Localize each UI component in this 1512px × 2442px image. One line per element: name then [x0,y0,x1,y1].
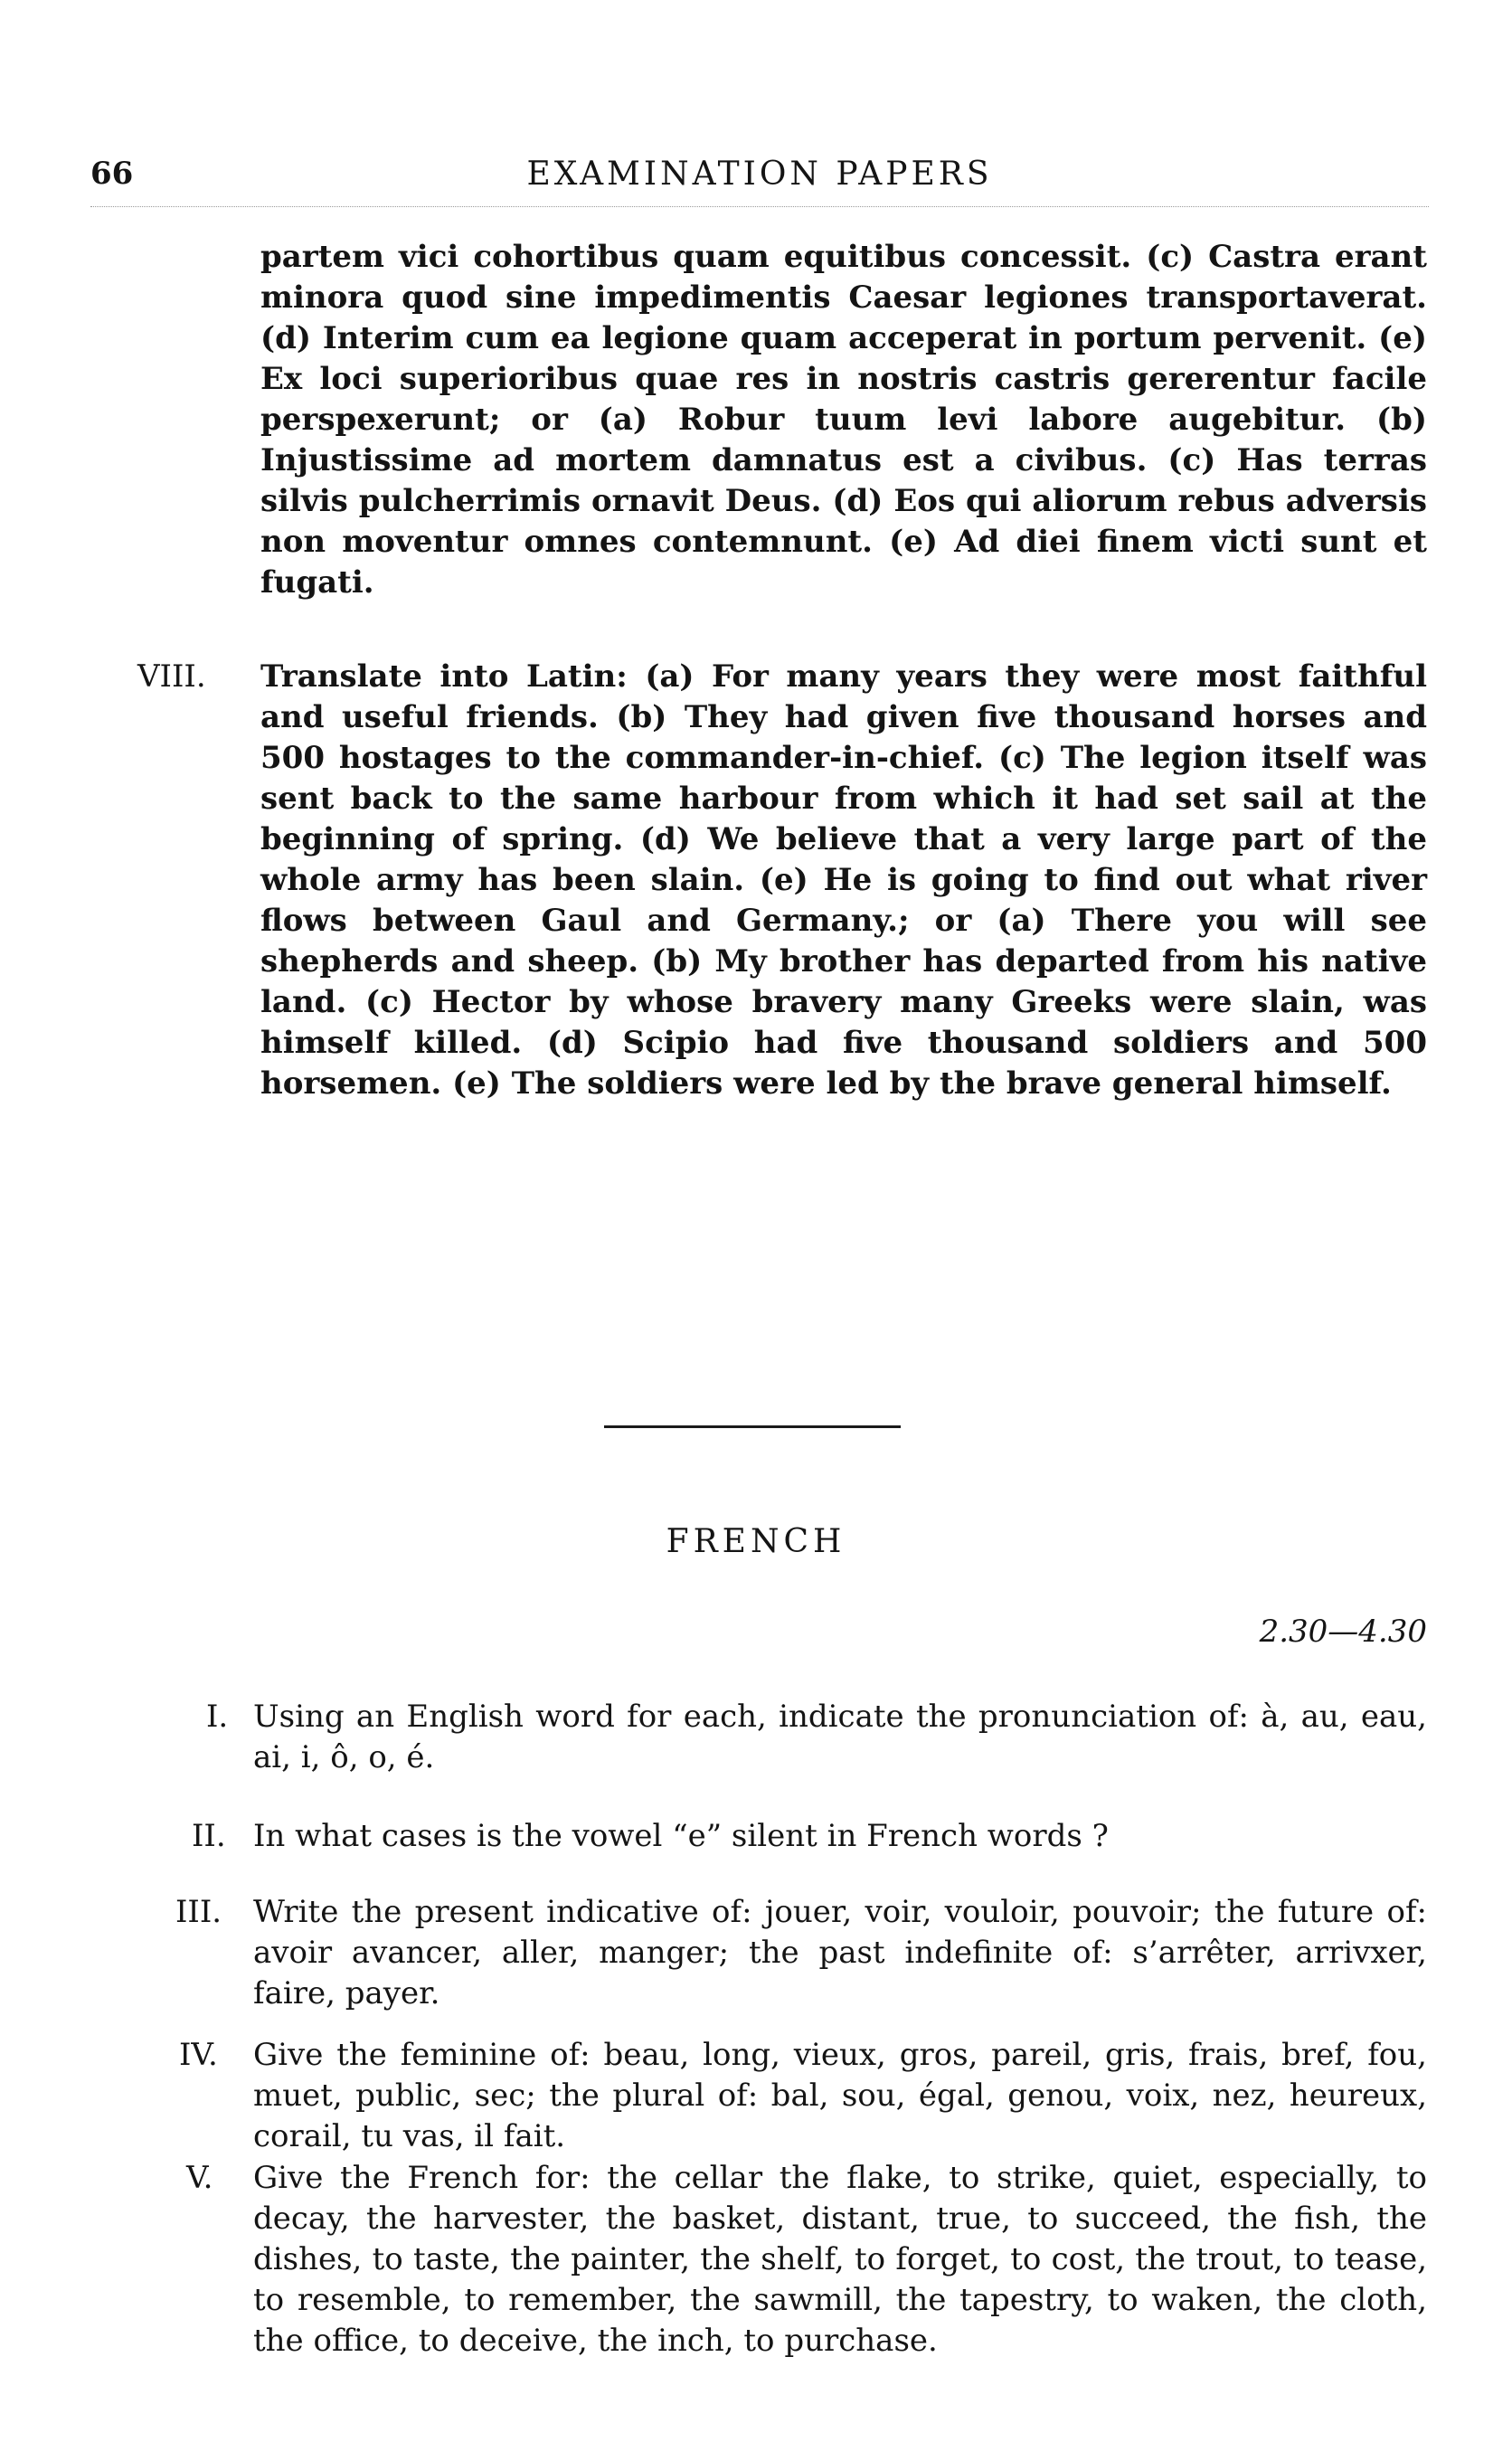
section-divider [604,1425,901,1428]
question-number: II. [192,1818,226,1854]
page-number: 66 [90,156,134,192]
question-text: Write the present indicative of: jouer, voir, vouloir, pouvoir; the future of: avoir avancer, aller, manger; the past indefinite of: s’arrêter, arrivxer, faire, payer. [253,1894,1427,2011]
latin-passage-continuation: partem vici cohortibus quam equitibus concessit. (c) Castra erant minora quod sine impedimentis Caesar legiones transportaverat. (d) Interim cum ea legione quam acceperat in portum pervenit. (e) Ex loci superioribus quae res in nostris castris gererentur facile perspexerunt; or (a) Robur tuum levi labore augebitur. (b) Injustissime ad mortem damnatus est a civibus. (c) Has terras silvis pulcherrimis ornavit Deus. (d) Eos qui aliorum rebus adversis non moventur omnes contemnunt. (e) Ad diei finem victi sunt et fugati. [260,239,1427,601]
question-text: Give the feminine of: beau, long, vieux, gros, pareil, gris, frais, bref, fou, muet, public, sec; the plural of: bal, sou, égal, genou, voix, nez, heureux, corail, tu vas, il fait. [253,2037,1427,2154]
question-text: Give the French for: the cellar the flake, to strike, quiet, especially, to decay, the harvester, the basket, distant, true, to succeed, the fish, the dishes, to taste, the painter, the shelf, to forget, to cost, the trout, to tease, to resemble, to remember, the sawmill, the tapestry, to waken, the cloth, the office, to deceive, the inch, to purchase. [253,2160,1427,2359]
running-title: EXAMINATION PAPERS [526,156,993,193]
question-text: In what cases is the vowel “e” silent in French words ? [253,1818,1109,1854]
question-number: I. [206,1699,229,1735]
french-section-title: FRENCH [666,1523,846,1560]
question-viii-number: VIII. [137,658,206,695]
question-number: IV. [179,2037,218,2073]
page-header [90,156,1429,210]
question-number: III. [175,1894,222,1930]
exam-time: 2.30—4.30 [1259,1614,1427,1650]
question-text: Using an English word for each, indicate the pronunciation of: à, au, eau, ai, i, ô, o, é. [253,1699,1427,1775]
header-rule [90,206,1429,207]
question-viii-text: Translate into Latin: (a) For many years they were most faithful and useful friends. (b) They had given five thousand horses and 500 hostages to the commander-in-chief. (c) The legion itself was sent back to the same harbour from which it had set sail at the beginning of spring. (d) We believe that a very large part of the whole army has been slain. (e) He is going to find out what river flows between Gaul and Germany.; or (a) There you will see shepherds and sheep. (b) My brother has departed from his native land. (c) Hector by whose bravery many Greeks were slain, was himself killed. (d) Scipio had five thousand soldiers and 500 horsemen. (e) The soldiers were led by the brave general himself. [260,658,1427,1102]
question-number: V. [186,2160,213,2196]
